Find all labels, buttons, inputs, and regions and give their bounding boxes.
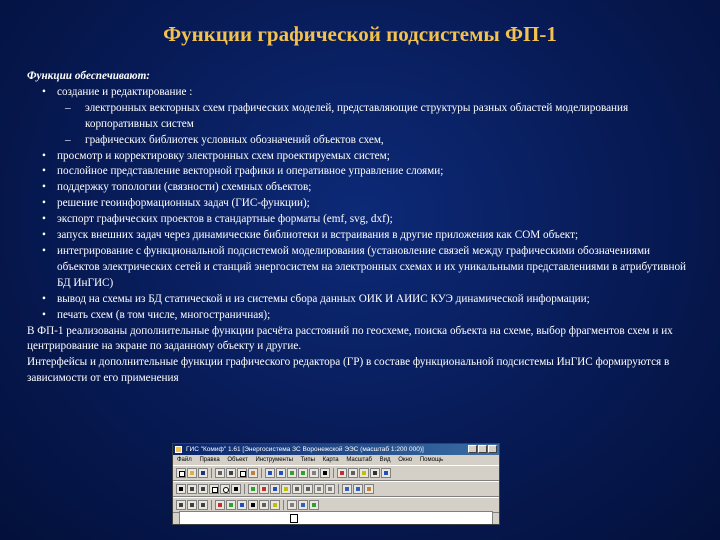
app-titlebar — [173, 444, 499, 455]
bullet-item: • решение геоинформационных задач (ГИС-функции); — [27, 196, 691, 212]
ellipse-tool-icon[interactable] — [220, 484, 230, 494]
menu-item[interactable]: Файл — [177, 457, 192, 463]
group-icon[interactable] — [314, 484, 324, 494]
select-icon[interactable] — [320, 468, 330, 478]
polyline-tool-icon[interactable] — [198, 484, 208, 494]
lead-text: Функции обеспечивают: — [27, 70, 151, 82]
zoom-out-icon[interactable] — [298, 468, 308, 478]
measure-icon[interactable] — [359, 468, 369, 478]
toolbar-separator — [211, 500, 212, 510]
bullet-create-edit: • создание и редактирование : — [27, 85, 691, 101]
symbol-icon[interactable] — [270, 484, 280, 494]
align-left-icon[interactable] — [176, 500, 186, 510]
mirror-icon[interactable] — [303, 484, 313, 494]
menu-item[interactable]: Масштаб — [346, 457, 372, 463]
cursor-icon — [290, 514, 298, 523]
pan-icon[interactable] — [309, 468, 319, 478]
text-tool-icon[interactable] — [231, 484, 241, 494]
paste-icon[interactable] — [248, 468, 258, 478]
copy-icon[interactable] — [237, 468, 247, 478]
toolbar-separator — [211, 468, 212, 478]
fill-color-icon[interactable] — [248, 484, 258, 494]
properties-icon[interactable] — [364, 484, 374, 494]
bullet-item: • экспорт графических проектов в стандартные форматы (emf, svg, dxf); — [27, 212, 691, 228]
sub-item-symbol-libraries: – графических библиотек условных обозначений объектов схем, — [27, 133, 691, 149]
send-back-icon[interactable] — [353, 484, 363, 494]
rectangle-tool-icon[interactable] — [209, 484, 219, 494]
toolbar-separator — [333, 468, 334, 478]
bullet-item: • вывод на схемы из БД статической и из системы сбора данных ОИК И АИИС КУЭ динамической информации; — [27, 292, 691, 308]
open-folder-icon[interactable] — [187, 468, 197, 478]
drawing-canvas[interactable] — [179, 511, 493, 525]
line-color-icon[interactable] — [259, 484, 269, 494]
toolbar-row-1 — [173, 465, 499, 481]
disconnector-icon[interactable] — [259, 500, 269, 510]
close-icon[interactable] — [488, 445, 497, 453]
bullet-item: • поддержку топологии (связности) схемных объектов; — [27, 180, 691, 196]
help-icon[interactable] — [381, 468, 391, 478]
substation-icon[interactable] — [226, 500, 236, 510]
search-icon[interactable] — [370, 468, 380, 478]
link-icon[interactable] — [298, 500, 308, 510]
bring-front-icon[interactable] — [342, 484, 352, 494]
bullet-item: • интегрирование с функциональной подсистемой моделирования (установление связей между графическими обозначениями объектов электрических сетей и станций энергосистем на электронных схемах и их уникальными представлениями в атрибутивной БД ИнГИС) — [27, 244, 691, 292]
station-icon[interactable] — [215, 500, 225, 510]
line-tool-icon[interactable] — [187, 484, 197, 494]
pointer-icon[interactable] — [176, 484, 186, 494]
slide-body — [27, 69, 691, 387]
paragraph-extra-functions: В ФП-1 реализованы дополнительные функции расчёта расстояний по геосхеме, поиска объекта на схеме, выбор фрагментов схем и их центрирование на экране по заданному объекту и другие. — [27, 324, 673, 353]
toolbar-separator — [283, 500, 284, 510]
save-icon[interactable] — [198, 468, 208, 478]
menu-item[interactable]: Типы — [300, 457, 315, 463]
sub-item-vector-schemes: – электронных векторных схем графических моделей, представляющие структуры разных областей моделирования корпоративных систем — [27, 101, 691, 133]
node-icon[interactable] — [281, 484, 291, 494]
new-file-icon[interactable] — [176, 468, 186, 478]
menu-item[interactable]: Карта — [322, 457, 339, 463]
menu-item[interactable]: Помощь — [419, 457, 444, 463]
align-center-icon[interactable] — [187, 500, 197, 510]
refresh-icon[interactable] — [309, 500, 319, 510]
breaker-icon[interactable] — [248, 500, 258, 510]
app-logo-icon — [175, 446, 182, 453]
undo-icon[interactable] — [265, 468, 275, 478]
align-right-icon[interactable] — [198, 500, 208, 510]
toolbar-separator — [261, 468, 262, 478]
database-icon[interactable] — [287, 500, 297, 510]
minimize-icon[interactable] — [468, 445, 477, 453]
layers-icon[interactable] — [337, 468, 347, 478]
print-icon[interactable] — [215, 468, 225, 478]
menu-item[interactable]: Инструменты — [255, 457, 293, 463]
bullet-item: • просмотр и корректировку электронных схем проектируемых систем; — [27, 149, 691, 165]
menu-item[interactable]: Правка — [199, 457, 220, 463]
toolbar-separator — [338, 484, 339, 494]
toolbar-separator — [244, 484, 245, 494]
app-window-title: ГИС "Комиф" 1.61 [Энергосистема ЗС Воронежской ЭЭС (масштаб 1:200 000)] — [186, 446, 424, 453]
bullet-item: • печать схем (в том числе, многостраничная); — [27, 308, 691, 324]
app-window-screenshot — [172, 443, 500, 525]
zoom-in-icon[interactable] — [287, 468, 297, 478]
rotate-icon[interactable] — [292, 484, 302, 494]
redo-icon[interactable] — [276, 468, 286, 478]
menu-item[interactable]: Вид — [379, 457, 391, 463]
transformer-icon[interactable] — [237, 500, 247, 510]
slide-title: Функции графической подсистемы ФП-1 — [163, 22, 557, 46]
ungroup-icon[interactable] — [325, 484, 335, 494]
bullet-item: • запуск внешних задач через динамические библиотеки и встраивания в другие приложения как COM объект; — [27, 228, 691, 244]
toolbar-row-2 — [173, 481, 499, 497]
menu-item[interactable]: Объект — [227, 457, 248, 463]
menu-item[interactable]: Окно — [398, 457, 413, 463]
grid-icon[interactable] — [348, 468, 358, 478]
app-menubar — [173, 455, 499, 465]
paragraph-interfaces: Интерфейсы и дополнительные функции графического редактора (ГР) в составе функциональной подсистемы ИнГИС формируются в зависимости от его применения — [27, 356, 670, 385]
window-controls — [468, 445, 497, 453]
cut-icon[interactable] — [226, 468, 236, 478]
bullet-item: • послойное представление векторной графики и оперативное управление слоями; — [27, 164, 691, 180]
maximize-icon[interactable] — [478, 445, 487, 453]
power-line-icon[interactable] — [270, 500, 280, 510]
